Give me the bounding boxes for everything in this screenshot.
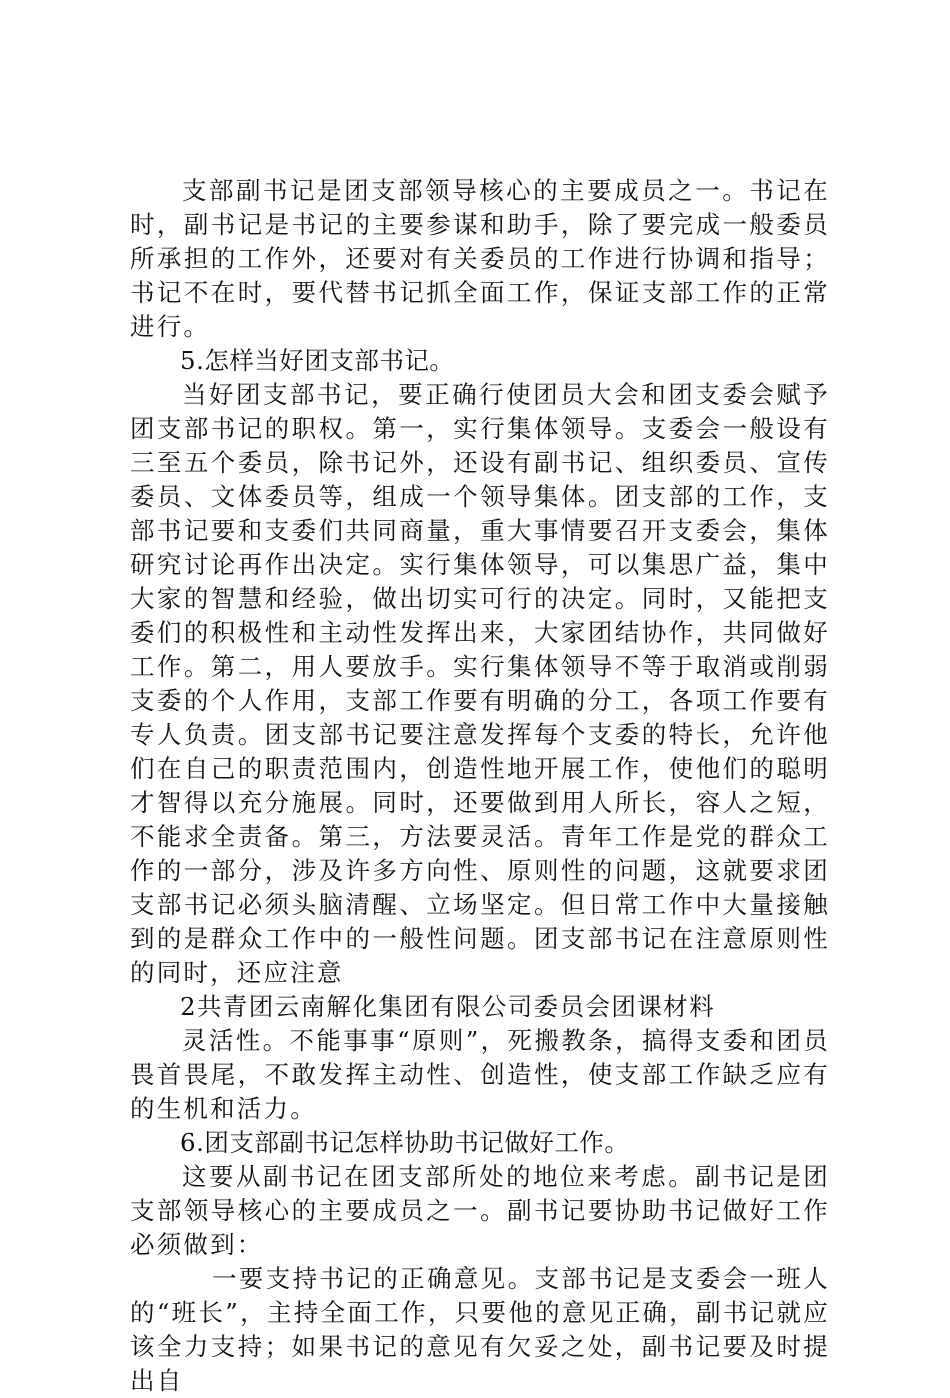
paragraph-deputy-position: 这要从副书记在团支部所处的地位来考虑。副书记是团支部领导核心的主要成员之一。副书记要协助书记做好工作必须做到： bbox=[130, 1162, 830, 1259]
section-heading-5: 5.怎样当好团支部书记。 bbox=[180, 346, 455, 375]
page-footer-organization: 2共青团云南解化集团有限公司委员会团课材料 bbox=[180, 992, 715, 1021]
paragraph-flexibility: 灵活性。不能事事“原则”，死搬教条，搞得支委和团员畏首畏尾，不敢发挥主动性、创造性，使支部工作缺乏应有的生机和活力。 bbox=[130, 1026, 830, 1123]
document-body bbox=[130, 174, 830, 1398]
paragraph-deputy-secretary-role: 支部副书记是团支部领导核心的主要成员之一。书记在时，副书记是书记的主要参谋和助手，除了要完成一般委员所承担的工作外，还要对有关委员的工作进行协调和指导；书记不在时，要代替书记抓全面工作，保证支部工作的正常进行。 bbox=[130, 176, 830, 341]
paragraph-support-secretary: 一要支持书记的正确意见。支部书记是支委会一班人的“班长”，主持全面工作，只要他的意见正确，副书记就应该全力支持；如果书记的意见有欠妥之处，副书记要及时提出自 bbox=[130, 1264, 830, 1395]
paragraph-being-good-secretary: 当好团支部书记，要正确行使团员大会和团支委会赋予团支部书记的职权。第一，实行集体领导。支委会一般设有三至五个委员，除书记外，还设有副书记、组织委员、宣传委员、文体委员等，组成一个领导集体。团支部的工作，支部书记要和支委们共同商量，重大事情要召开支委会，集体研究讨论再作出决定。实行集体领导，可以集思广益，集中大家的智慧和经验，做出切实可行的决定。同时，又能把支委们的积极性和主动性发挥出来，大家团结协作，共同做好工作。第二，用人要放手。实行集体领导不等于取消或削弱支委的个人作用，支部工作要有明确的分工，各项工作要有专人负责。团支部书记要注意发挥每个支委的特长，允许他们在自己的职责范围内，创造性地开展工作，使他们的聪明才智得以充分施展。同时，还要做到用人所长，容人之短，不能求全责备。第三，方法要灵活。青年工作是党的群众工作的一部分，涉及许多方向性、原则性的问题，这就要求团支部书记必须头脑清醒、立场坚定。但日常工作中大量接触到的是群众工作中的一般性问题。团支部书记在注意原则性的同时，还应注意 bbox=[130, 380, 830, 987]
section-heading-6: 6.团支部副书记怎样协助书记做好工作。 bbox=[180, 1128, 630, 1157]
